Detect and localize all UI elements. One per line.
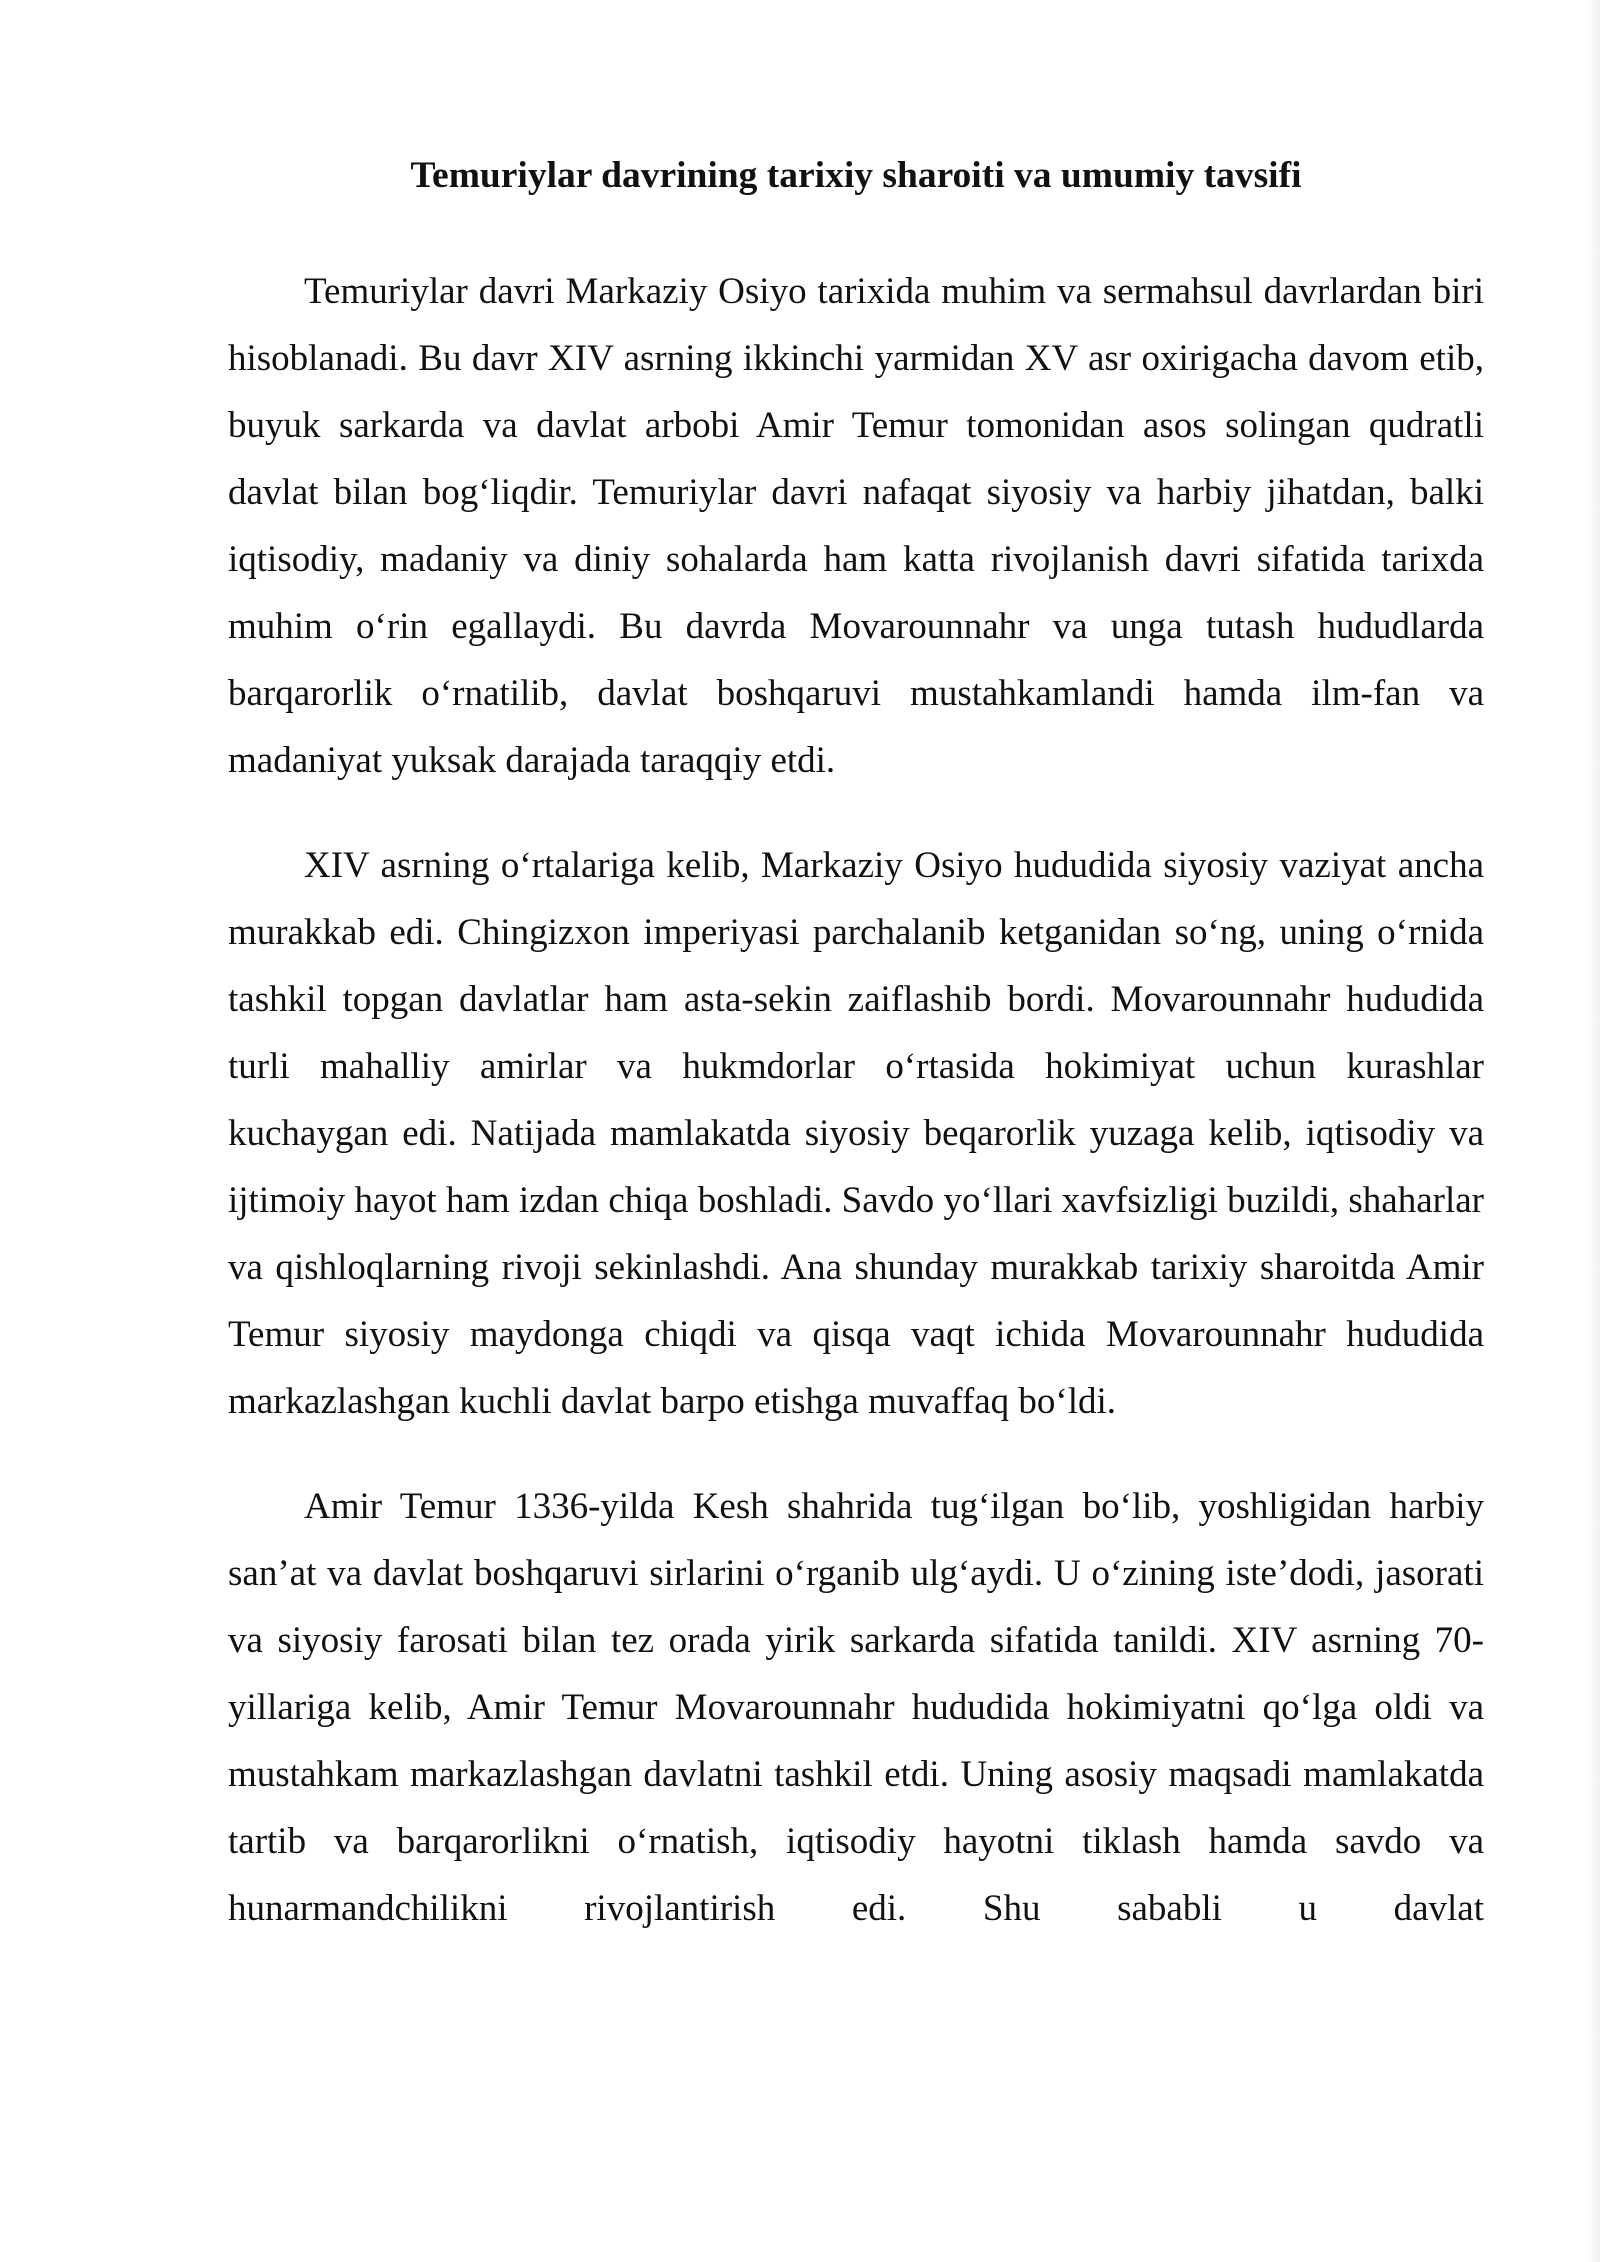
document-body: [228, 150, 1484, 1942]
paragraph: Amir Temur 1336-yilda Kesh shahrida tug‘ilgan bo‘lib, yoshligidan harbiy san’at va davlat boshqaruvi sirlarini o‘rganib ulg‘aydi. U o‘zining iste’dodi, jasorati va siyosiy farosati bilan tez orada yirik sarkarda sifatida tanildi. XIV asrning 70-yillariga kelib, Amir Temur Movarounnahr hududida hokimiyatni qo‘lga oldi va mustahkam markazlashgan davlatni tashkil etdi. Uning asosiy maqsadi mamlakatda tartib va barqarorlikni o‘rnatish, iqtisodiy hayotni tiklash hamda savdo va hunarmandchilikni rivojlantirish edi. Shu sababli u davlat: [228, 1486, 1484, 1929]
page-edge-shadow: [1586, 0, 1600, 2262]
paragraph: Temuriylar davri Markaziy Osiyo tarixida muhim va sermahsul davrlardan biri hisoblanadi. Bu davr XIV asrning ikkinchi yarmidan XV asr oxirigacha davom etib, buyuk sarkarda va davlat arbobi Amir Temur tomonidan asos solingan qudratli davlat bilan bog‘liqdir. Temuriylar davri nafaqat siyosiy va harbiy jihatdan, balki iqtisodiy, madaniy va diniy sohalarda ham katta rivojlanish davri sifatida tarixda muhim o‘rin egallaydi. Bu davrda Movarounnahr va unga tutash hududlarda barqarorlik o‘rnatilib, davlat boshqaruvi mustahkamlandi hamda ilm-fan va madaniyat yuksak darajada taraqqiy etdi.: [228, 271, 1484, 781]
paragraph: XIV asrning o‘rtalariga kelib, Markaziy Osiyo hududida siyosiy vaziyat ancha murakkab edi. Chingizxon imperiyasi parchalanib ketganidan so‘ng, uning o‘rnida tashkil topgan davlatlar ham asta-sekin zaiflashib bordi. Movarounnahr hududida turli mahalliy amirlar va hukmdorlar o‘rtasida hokimiyat uchun kurashlar kuchaygan edi. Natijada mamlakatda siyosiy beqarorlik yuzaga kelib, iqtisodiy va ijtimoiy hayot ham izdan chiqa boshladi. Savdo yo‘llari xavfsizligi buzildi, shaharlar va qishloqlarning rivoji sekinlashdi. Ana shunday murakkab tarixiy sharoitda Amir Temur siyosiy maydonga chiqdi va qisqa vaqt ichida Movarounnahr hududida markazlashgan kuchli davlat barpo etishga muvaffaq bo‘ldi.: [228, 845, 1484, 1422]
document-title: Temuriylar davrining tarixiy sharoiti va umumiy tavsifi: [410, 155, 1302, 196]
